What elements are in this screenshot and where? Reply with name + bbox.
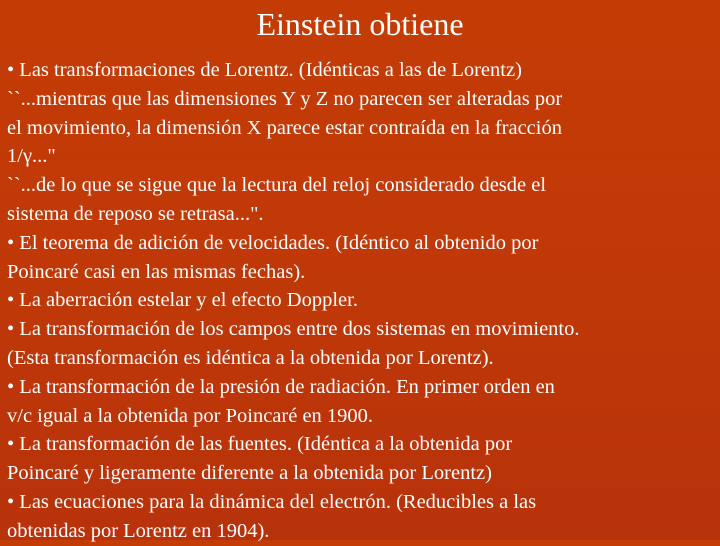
body-line-bullet-sources-transformation: • La transformación de las fuentes. (Idéntica a la obtenida por: [7, 433, 513, 456]
body-line-radiation-poincare-1900: v/c igual a la obtenida por Poincaré en 1900.: [7, 404, 374, 427]
body-line-bullet-aberration-doppler: • La aberración estelar y el efecto Doppler.: [7, 289, 358, 312]
body-line-bullet-electron-dynamics: • Las ecuaciones para la dinámica del electrón. (Reducibles a las: [7, 490, 537, 513]
body-line-quote-dimensions: ``...mientras que las dimensiones Y y Z no parecen ser alteradas por: [7, 87, 563, 110]
slide-title: Einstein obtiene: [256, 6, 464, 42]
body-line-quote-gamma: 1/γ...": [7, 145, 56, 168]
body-line-electron-lorentz-1904: obtenidas por Lorentz en 1904).: [7, 519, 270, 542]
body-line-field-identical-lorentz: (Esta transformación es idéntica a la obtenida por Lorentz).: [7, 346, 494, 369]
body-line-quote-rest-system: sistema de reposo se retrasa...".: [7, 202, 264, 225]
body-line-bullet-velocity-addition: • El teorema de adición de velocidades. (Idéntico al obtenido por: [7, 231, 539, 254]
body-line-poincare-dates: Poincaré casi en las mismas fechas).: [7, 260, 306, 283]
body-line-bullet-lorentz-transformations: • Las transformaciones de Lorentz. (Idénticas a las de Lorentz): [7, 59, 522, 81]
slide-body: [7, 56, 717, 546]
body-line-quote-contraction: el movimiento, la dimensión X parece estar contraída en la fracción: [7, 116, 562, 139]
body-line-bullet-field-transformation: • La transformación de los campos entre dos sistemas en movimiento.: [7, 318, 580, 341]
body-line-bullet-radiation-pressure: • La transformación de la presión de radiación. En primer orden en: [7, 375, 555, 398]
body-line-quote-clock: ``...de lo que se sigue que la lectura del reloj considerado desde el: [7, 174, 547, 197]
body-line-sources-poincare-lorentz: Poincaré y ligeramente diferente a la obtenida por Lorentz): [7, 462, 492, 485]
